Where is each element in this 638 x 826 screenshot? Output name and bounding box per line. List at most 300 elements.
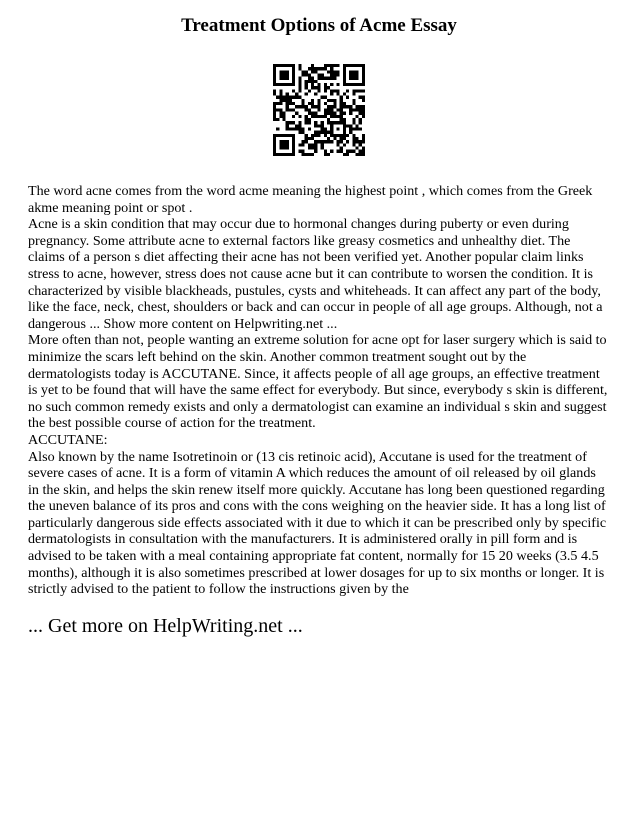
qr-module (330, 134, 333, 137)
qr-module (346, 150, 349, 153)
qr-module (336, 108, 339, 111)
get-more-link[interactable]: ... Get more on HelpWriting.net ... (28, 615, 303, 637)
qr-module (349, 124, 352, 127)
qr-module (305, 134, 308, 137)
qr-module (333, 112, 336, 115)
qr-module (336, 64, 339, 67)
qr-module (317, 131, 320, 134)
qr-module (333, 121, 336, 124)
qr-module (305, 137, 308, 140)
qr-module (362, 108, 365, 111)
qr-module (314, 124, 317, 127)
qr-module (352, 143, 355, 146)
qr-module (324, 150, 327, 153)
qr-module (355, 127, 358, 130)
qr-module (349, 74, 352, 77)
qr-module (292, 83, 295, 86)
qr-module (286, 140, 289, 143)
qr-module (352, 127, 355, 130)
qr-module (292, 153, 295, 156)
qr-module (298, 121, 301, 124)
qr-module (311, 146, 314, 149)
qr-module (330, 131, 333, 134)
qr-module (308, 137, 311, 140)
qr-module (352, 83, 355, 86)
qr-module (286, 99, 289, 102)
qr-module (289, 99, 292, 102)
qr-module (359, 108, 362, 111)
qr-module (283, 146, 286, 149)
qr-module (289, 102, 292, 105)
qr-module (327, 118, 330, 121)
qr-module (355, 89, 358, 92)
qr-module (302, 131, 305, 134)
qr-module (336, 150, 339, 153)
qr-module (330, 112, 333, 115)
qr-module (292, 77, 295, 80)
qr-module (311, 102, 314, 105)
qr-module (317, 140, 320, 143)
qr-module (359, 96, 362, 99)
qr-module (330, 64, 333, 67)
qr-module (355, 83, 358, 86)
qr-module (340, 102, 343, 105)
qr-module (330, 127, 333, 130)
qr-module (314, 140, 317, 143)
qr-module (286, 74, 289, 77)
qr-module (333, 89, 336, 92)
qr-module (273, 77, 276, 80)
qr-module (311, 134, 314, 137)
qr-module (317, 83, 320, 86)
qr-module (321, 74, 324, 77)
qr-module (298, 77, 301, 80)
qr-module (289, 153, 292, 156)
qr-module (289, 83, 292, 86)
qr-module (295, 127, 298, 130)
qr-module (346, 105, 349, 108)
qr-module (279, 153, 282, 156)
qr-module (327, 86, 330, 89)
qr-module (336, 121, 339, 124)
qr-module (362, 70, 365, 73)
qr-module (317, 77, 320, 80)
qr-module (324, 108, 327, 111)
qr-module (336, 74, 339, 77)
qr-module (305, 153, 308, 156)
qr-module (311, 77, 314, 80)
qr-module (311, 99, 314, 102)
qr-module (273, 102, 276, 105)
qr-module (279, 74, 282, 77)
qr-module (273, 134, 276, 137)
qr-module (346, 83, 349, 86)
qr-module (343, 131, 346, 134)
qr-module (362, 67, 365, 70)
qr-module (317, 134, 320, 137)
qr-module (330, 105, 333, 108)
qr-module (273, 150, 276, 153)
qr-module (343, 153, 346, 156)
qr-module (352, 89, 355, 92)
qr-module (355, 140, 358, 143)
qr-module (317, 115, 320, 118)
qr-module (273, 108, 276, 111)
qr-module (314, 67, 317, 70)
qr-module (289, 121, 292, 124)
qr-module (311, 64, 314, 67)
qr-module (330, 70, 333, 73)
qr-module (314, 131, 317, 134)
qr-module (302, 153, 305, 156)
qr-module (311, 153, 314, 156)
qr-module (321, 140, 324, 143)
qr-module (273, 80, 276, 83)
qr-module (352, 121, 355, 124)
qr-module (289, 127, 292, 130)
qr-module (289, 134, 292, 137)
qr-module (362, 150, 365, 153)
qr-module (352, 140, 355, 143)
qr-module (314, 80, 317, 83)
qr-module (279, 77, 282, 80)
qr-module (276, 64, 279, 67)
qr-module (305, 140, 308, 143)
qr-module (327, 137, 330, 140)
qr-module (333, 115, 336, 118)
qr-module (317, 108, 320, 111)
qr-module (279, 143, 282, 146)
qr-module (352, 93, 355, 96)
qr-module (283, 74, 286, 77)
qr-module (283, 118, 286, 121)
qr-module (321, 115, 324, 118)
qr-module (273, 74, 276, 77)
qr-module (314, 112, 317, 115)
qr-module (359, 127, 362, 130)
qr-module (330, 67, 333, 70)
qr-module (273, 115, 276, 118)
qr-module (308, 153, 311, 156)
qr-module (340, 108, 343, 111)
qr-module (355, 146, 358, 149)
qr-module (292, 121, 295, 124)
qr-module (324, 153, 327, 156)
qr-module (298, 96, 301, 99)
qr-module (308, 77, 311, 80)
qr-module (321, 96, 324, 99)
qr-module (314, 143, 317, 146)
qr-module (340, 121, 343, 124)
qr-module (362, 112, 365, 115)
qr-module (321, 146, 324, 149)
qr-module (308, 102, 311, 105)
qr-module (283, 70, 286, 73)
qr-module (333, 74, 336, 77)
qr-module (276, 134, 279, 137)
qr-module (279, 93, 282, 96)
qr-module (330, 93, 333, 96)
qr-module (333, 70, 336, 73)
qr-module (298, 64, 301, 67)
qr-module (352, 64, 355, 67)
qr-module (340, 115, 343, 118)
qr-module (317, 86, 320, 89)
qr-module (279, 140, 282, 143)
qr-module (302, 70, 305, 73)
qr-module (321, 131, 324, 134)
qr-module (314, 70, 317, 73)
qr-module (308, 80, 311, 83)
qr-module (327, 99, 330, 102)
qr-module (336, 140, 339, 143)
qr-module (279, 146, 282, 149)
qr-module (276, 96, 279, 99)
qr-module (355, 70, 358, 73)
qr-module (298, 115, 301, 118)
qr-module (302, 105, 305, 108)
qr-module (324, 67, 327, 70)
qr-module (279, 96, 282, 99)
qr-module (273, 89, 276, 92)
qr-module (302, 143, 305, 146)
qr-module (279, 112, 282, 115)
qr-module (311, 115, 314, 118)
qr-module (324, 140, 327, 143)
qr-module (286, 143, 289, 146)
qr-module (273, 112, 276, 115)
paragraph-intro: The word acne comes from the word acme meaning the highest point , which comes from the Greek akme meaning point or spot . (28, 183, 593, 216)
qr-module (359, 105, 362, 108)
qr-module (362, 64, 365, 67)
qr-module (359, 83, 362, 86)
qr-module (330, 108, 333, 111)
qr-module (295, 124, 298, 127)
qr-module (273, 93, 276, 96)
qr-module (362, 77, 365, 80)
qr-module (317, 102, 320, 105)
qr-module (362, 140, 365, 143)
qr-module (330, 140, 333, 143)
qr-module (298, 89, 301, 92)
qr-module (305, 80, 308, 83)
qr-module (321, 127, 324, 130)
qr-module (308, 89, 311, 92)
qr-module (340, 118, 343, 121)
qr-module (292, 127, 295, 130)
qr-module (330, 74, 333, 77)
qr-module (292, 146, 295, 149)
qr-module (286, 70, 289, 73)
qr-module (330, 150, 333, 153)
qr-module (352, 77, 355, 80)
qr-module (333, 102, 336, 105)
qr-module (308, 118, 311, 121)
qr-module (362, 96, 365, 99)
qr-module (314, 150, 317, 153)
qr-module (324, 64, 327, 67)
qr-module (327, 70, 330, 73)
qr-module (314, 134, 317, 137)
qr-module (333, 137, 336, 140)
qr-module (336, 127, 339, 130)
qr-module (327, 64, 330, 67)
qr-module (343, 102, 346, 105)
qr-module (349, 127, 352, 130)
qr-module (340, 134, 343, 137)
qr-module (311, 67, 314, 70)
qr-module (317, 89, 320, 92)
qr-module (336, 134, 339, 137)
qr-module (362, 137, 365, 140)
qr-module (273, 83, 276, 86)
qr-module (308, 112, 311, 115)
qr-module (283, 134, 286, 137)
qr-module (362, 134, 365, 137)
qr-module (324, 127, 327, 130)
qr-module (298, 131, 301, 134)
qr-module (340, 105, 343, 108)
qr-module (333, 64, 336, 67)
qr-module (359, 153, 362, 156)
qr-module (324, 115, 327, 118)
qr-module (305, 121, 308, 124)
qr-module (359, 150, 362, 153)
qr-module (355, 64, 358, 67)
qr-module (330, 83, 333, 86)
qr-module (343, 121, 346, 124)
qr-module (352, 150, 355, 153)
qr-module (286, 108, 289, 111)
qr-module (305, 115, 308, 118)
qr-module (302, 150, 305, 153)
qr-module (349, 150, 352, 153)
qr-module (359, 140, 362, 143)
qr-module (352, 134, 355, 137)
qr-module (311, 83, 314, 86)
qr-module (362, 146, 365, 149)
qr-module (330, 121, 333, 124)
qr-module (292, 70, 295, 73)
qr-module (308, 108, 311, 111)
qr-module (279, 64, 282, 67)
qr-module (352, 137, 355, 140)
qr-module (305, 108, 308, 111)
qr-module (321, 77, 324, 80)
qr-module (286, 127, 289, 130)
qr-module (343, 127, 346, 130)
qr-module (340, 140, 343, 143)
qr-module (355, 124, 358, 127)
qr-module (324, 89, 327, 92)
qr-module (283, 140, 286, 143)
qr-module (343, 124, 346, 127)
qr-module (327, 121, 330, 124)
qr-module (279, 89, 282, 92)
qr-module (317, 105, 320, 108)
qr-module (349, 108, 352, 111)
qr-module (273, 118, 276, 121)
qr-module (352, 108, 355, 111)
qr-module (352, 99, 355, 102)
qr-module (302, 140, 305, 143)
qr-module (273, 140, 276, 143)
qr-module (298, 67, 301, 70)
qr-module (359, 64, 362, 67)
qr-module (327, 77, 330, 80)
qr-module (292, 108, 295, 111)
qr-module (298, 86, 301, 89)
qr-module (355, 105, 358, 108)
qr-module (330, 115, 333, 118)
qr-module (302, 102, 305, 105)
qr-module (279, 134, 282, 137)
qr-module (359, 89, 362, 92)
qr-module (340, 150, 343, 153)
qr-module (333, 77, 336, 80)
qr-module (286, 96, 289, 99)
qr-module (283, 112, 286, 115)
qr-module (362, 115, 365, 118)
qr-module (298, 80, 301, 83)
essay-body (28, 183, 610, 598)
qr-module (283, 83, 286, 86)
qr-module (362, 74, 365, 77)
qr-module (289, 108, 292, 111)
qr-module (330, 99, 333, 102)
qr-module (276, 83, 279, 86)
qr-module (343, 64, 346, 67)
qr-module (292, 143, 295, 146)
qr-module (343, 112, 346, 115)
qr-module (305, 70, 308, 73)
qr-module (314, 86, 317, 89)
qr-module (273, 146, 276, 149)
qr-module (359, 121, 362, 124)
qr-module (311, 105, 314, 108)
qr-module (286, 64, 289, 67)
qr-module (327, 140, 330, 143)
qr-module (343, 77, 346, 80)
paragraph-accutane: Also known by the name Isotretinoin or (13 cis retinoic acid), Accutane is used for the treatment of severe cases of acne. It is a form of vitamin A which reduces the amount of oil released by oil glands in the skin, and helps the skin renew itself more quickly. Accutane has long been questioned regarding the uneven balance of its pros and cons with the cons weighing on the heavier side. It has a long list of particularly dangerous side effects associated with it due to which it can be prescribed only by specific dermatologists in consultation with the manufacturers. It is administered orally in pill form and is advised to be taken with a meal containing appropriate fat content, normally for 15 20 weeks (3.5 4.5 months), although it is also sometimes prescribed at lower dosages for up to six months or longer. It is strictly advised to the patient to follow the instructions given by the (28, 448, 607, 598)
qr-module (340, 146, 343, 149)
qr-module (283, 77, 286, 80)
qr-module (336, 89, 339, 92)
qr-module (349, 131, 352, 134)
qr-module (286, 134, 289, 137)
qr-module (273, 70, 276, 73)
qr-module (273, 137, 276, 140)
qr-module (324, 131, 327, 134)
qr-module (343, 70, 346, 73)
qr-module (289, 64, 292, 67)
qr-module (330, 77, 333, 80)
qr-module (305, 86, 308, 89)
qr-module (346, 140, 349, 143)
qr-module (314, 115, 317, 118)
qr-module (327, 105, 330, 108)
qr-module (343, 105, 346, 108)
qr-module (346, 64, 349, 67)
qr-module (311, 112, 314, 115)
qr-module (311, 143, 314, 146)
qr-module (327, 153, 330, 156)
qr-module (340, 96, 343, 99)
qr-module (279, 102, 282, 105)
qr-module (317, 67, 320, 70)
qr-module (292, 67, 295, 70)
qr-module (343, 67, 346, 70)
